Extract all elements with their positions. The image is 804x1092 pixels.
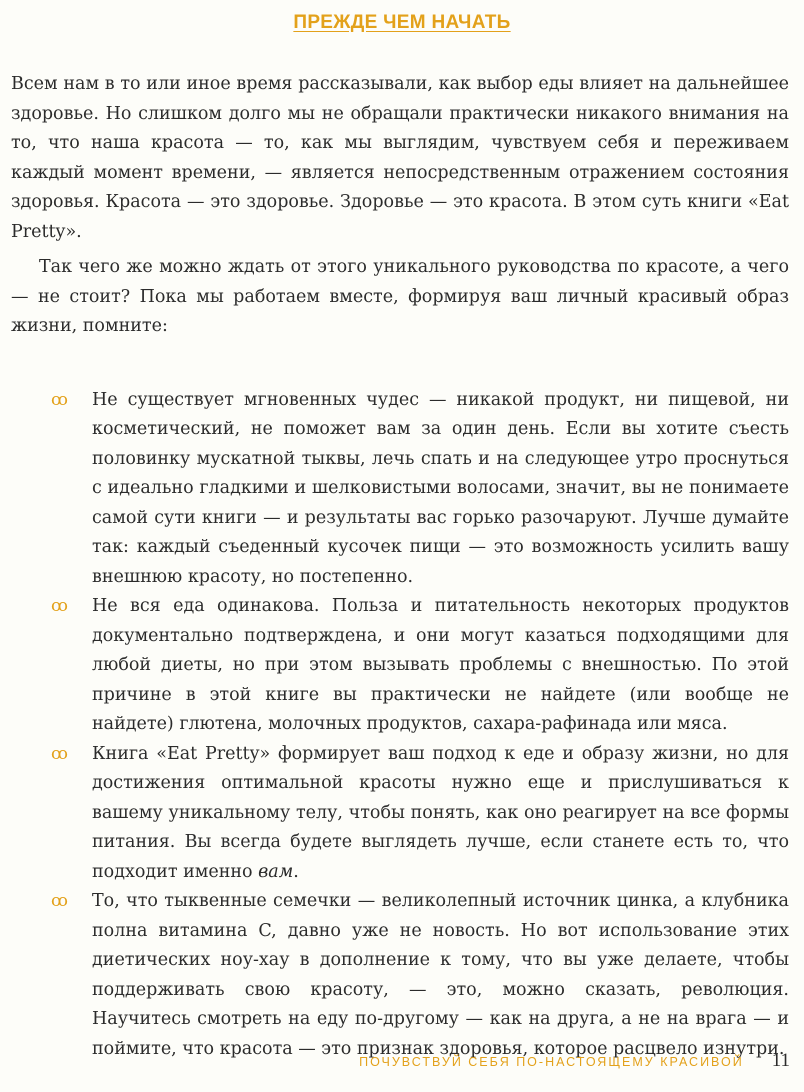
ornament-bullet-icon: ꝏ [51,743,68,764]
list-item-text-main: Книга «Eat Pretty» формирует ваш подход к еде и образу жизни, но для достижения оптимальной красоты нужно еще и прислушиваться к вашему уникальному телу, чтобы понять, как оно реагирует на все формы питания. Вы всегда будете выглядеть лучше, если станете есть то, что подходит именно [92,743,789,882]
intro-paragraph: Всем нам в то или иное время рассказывали, как выбор еды влияет на дальнейшее здоровье. Но слишком долго мы не обращали практически никакого внимания на то, что наша красота — то, как мы выглядим, чувствуем себя и переживаем каждый момент времени, — является непосредственным отражением состояния здоровья. Красота — это здоровье. Здоровье — это красота. В этом суть книги «Eat Pretty». [11,74,789,242]
page-footer [359,1050,790,1072]
list-item-text: Не существует мгновенных чудес — никакой продукт, ни пищевой, ни косметический, не поможет вам за один день. Если вы хотите съесть половинку мускатной тыквы, лечь спать и на следующее утро проснуться с идеально гладкими и шелковистыми волосами, значит, вы не понимаете самой сути книги — и результаты вас горько разочаруют. Лучше думайте так: каждый съеденный кусочек пищи — это возможность усилить вашу внешнюю красоту, но постепенно. [92,389,789,587]
list-item-text [92,744,789,882]
list-item [11,887,789,1064]
list-item [11,740,789,888]
lead-in-paragraph: Так чего же можно ждать от этого уникального руководства по красоте, а чего — не стоит? Пока мы работаем вместе, формируя ваш личный красивый образ жизни, помните: [11,257,789,336]
ornament-bullet-icon: ꝏ [51,389,68,410]
running-title: ПОЧУВСТВУЙ СЕБЯ ПО-НАСТОЯЩЕМУ КРАСИВОЙ [359,1055,744,1069]
ornament-bullet-icon: ꝏ [51,891,68,911]
list-item-text-tail: . [293,861,299,882]
page-title: ПРЕЖДЕ ЧЕМ НАЧАТЬ [293,12,511,33]
list-item-emphasis: вам [258,861,294,882]
bullet-list [11,386,789,1065]
page-number: 11 [771,1050,790,1071]
list-item-text: Не вся еда одинакова. Польза и питательность некоторых продуктов документально подтверждена, и они могут казаться подходящими для любой диеты, но при этом вызывать проблемы с внешностью. По этой причине в этой книге вы практически не найдете (или вообще не найдете) глютена, молочных продуктов, сахара-рафинада или мяса. [92,596,789,734]
list-item [11,592,789,740]
list-item-text: То, что тыквенные семечки — великолепный источник цинка, а клубника полна витамина C, давно уже не новость. Но вот использование этих диетических ноу-хау в дополнение к тому, что вы уже делаете, чтобы поддерживать свою красоту, — это, можно сказать, революция. Научитесь смотреть на еду по-другому — как на друга, а не на врага — и поймите, что красота — это признак здоровья, которое расцвело изнутри. [92,891,789,1059]
body-text [11,70,789,1064]
list-item [11,386,789,593]
ornament-bullet-icon: ꝏ [51,596,68,616]
